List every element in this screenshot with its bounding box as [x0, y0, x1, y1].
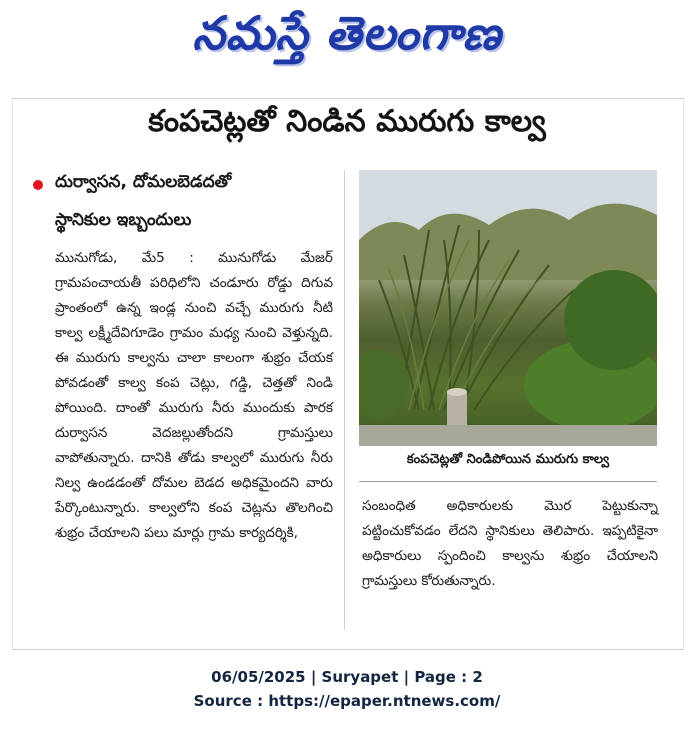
photo-caption: కంపచెట్లతో నిండిపోయిన మురుగు కాల్వ: [406, 452, 610, 467]
footer-date-edition: 06/05/2025 | Suryapet | Page : 2: [211, 668, 483, 686]
article-photo: [359, 170, 657, 446]
caption-divider: [359, 481, 657, 482]
body-left-text: మునుగోడు, మే5 : మునుగోడు మేజర్ గ్రామపంచాయతీ పరిధిలోని చండూరు రోడ్డు దిగువ ప్రాంతంలో ఉన్న ఇండ్ల నుంచి వచ్చే మురుగు నీటి కాల్వ లక్ష్మీదేవిగూడెం గ్రామం మధ్య నుంచి వెళ్తున్నది. ఈ మురుగు కాల్వను చాలా కాలంగా శుభ్రం చేయక పోవడంతో కాల్వ కంప చెట్లు, గడ్డి, చెత్తతో నిండి పోయింది. దాంతో మురుగు నీరు ముందుకు పారక దుర్వాసన వెదజల్లుతోందని గ్రామస్తులు వాపోతున్నారు. దానికి తోడు కాల్వలో మురుగు నీరు నిల్వ ఉండడంతో దోమల బెడద అధికమైందని వారు పేర్కొంటున్నారు. కాల్వలోని కంప చెట్లను తొలగించి శుభ్రం చేయాలని పలు మార్లు గ్రామ కార్యదర్శికి,: [55, 250, 333, 541]
bullet-dot-icon: [33, 180, 43, 190]
column-divider: [344, 170, 345, 630]
article-headline: కంపచెట్లతో నిండిన మురుగు కాల్వ: [148, 104, 546, 139]
body-right-text: సంబంధిత అధికారులకు మొర పెట్టుకున్నా పట్టించుకోవడం లేదని స్థానికులు తెలిపారు. ఇప్పటికైనా అధికారులు స్పందించి కాల్వను శుభ్రం చేయాలని గ్రామస్తులు కోరుతున్నారు.: [362, 498, 658, 589]
footer-source: Source : https://epaper.ntnews.com/: [193, 692, 501, 710]
article-subhead-2: స్థానికుల ఇబ్బందులు: [55, 210, 192, 230]
article-body-left: [55, 246, 333, 546]
article-body-right: [362, 494, 658, 594]
article-subhead-1: దుర్వాసన, దోమలబెడదతో: [55, 172, 232, 192]
masthead-title: నమస్తే తెలంగాణ: [192, 6, 502, 60]
